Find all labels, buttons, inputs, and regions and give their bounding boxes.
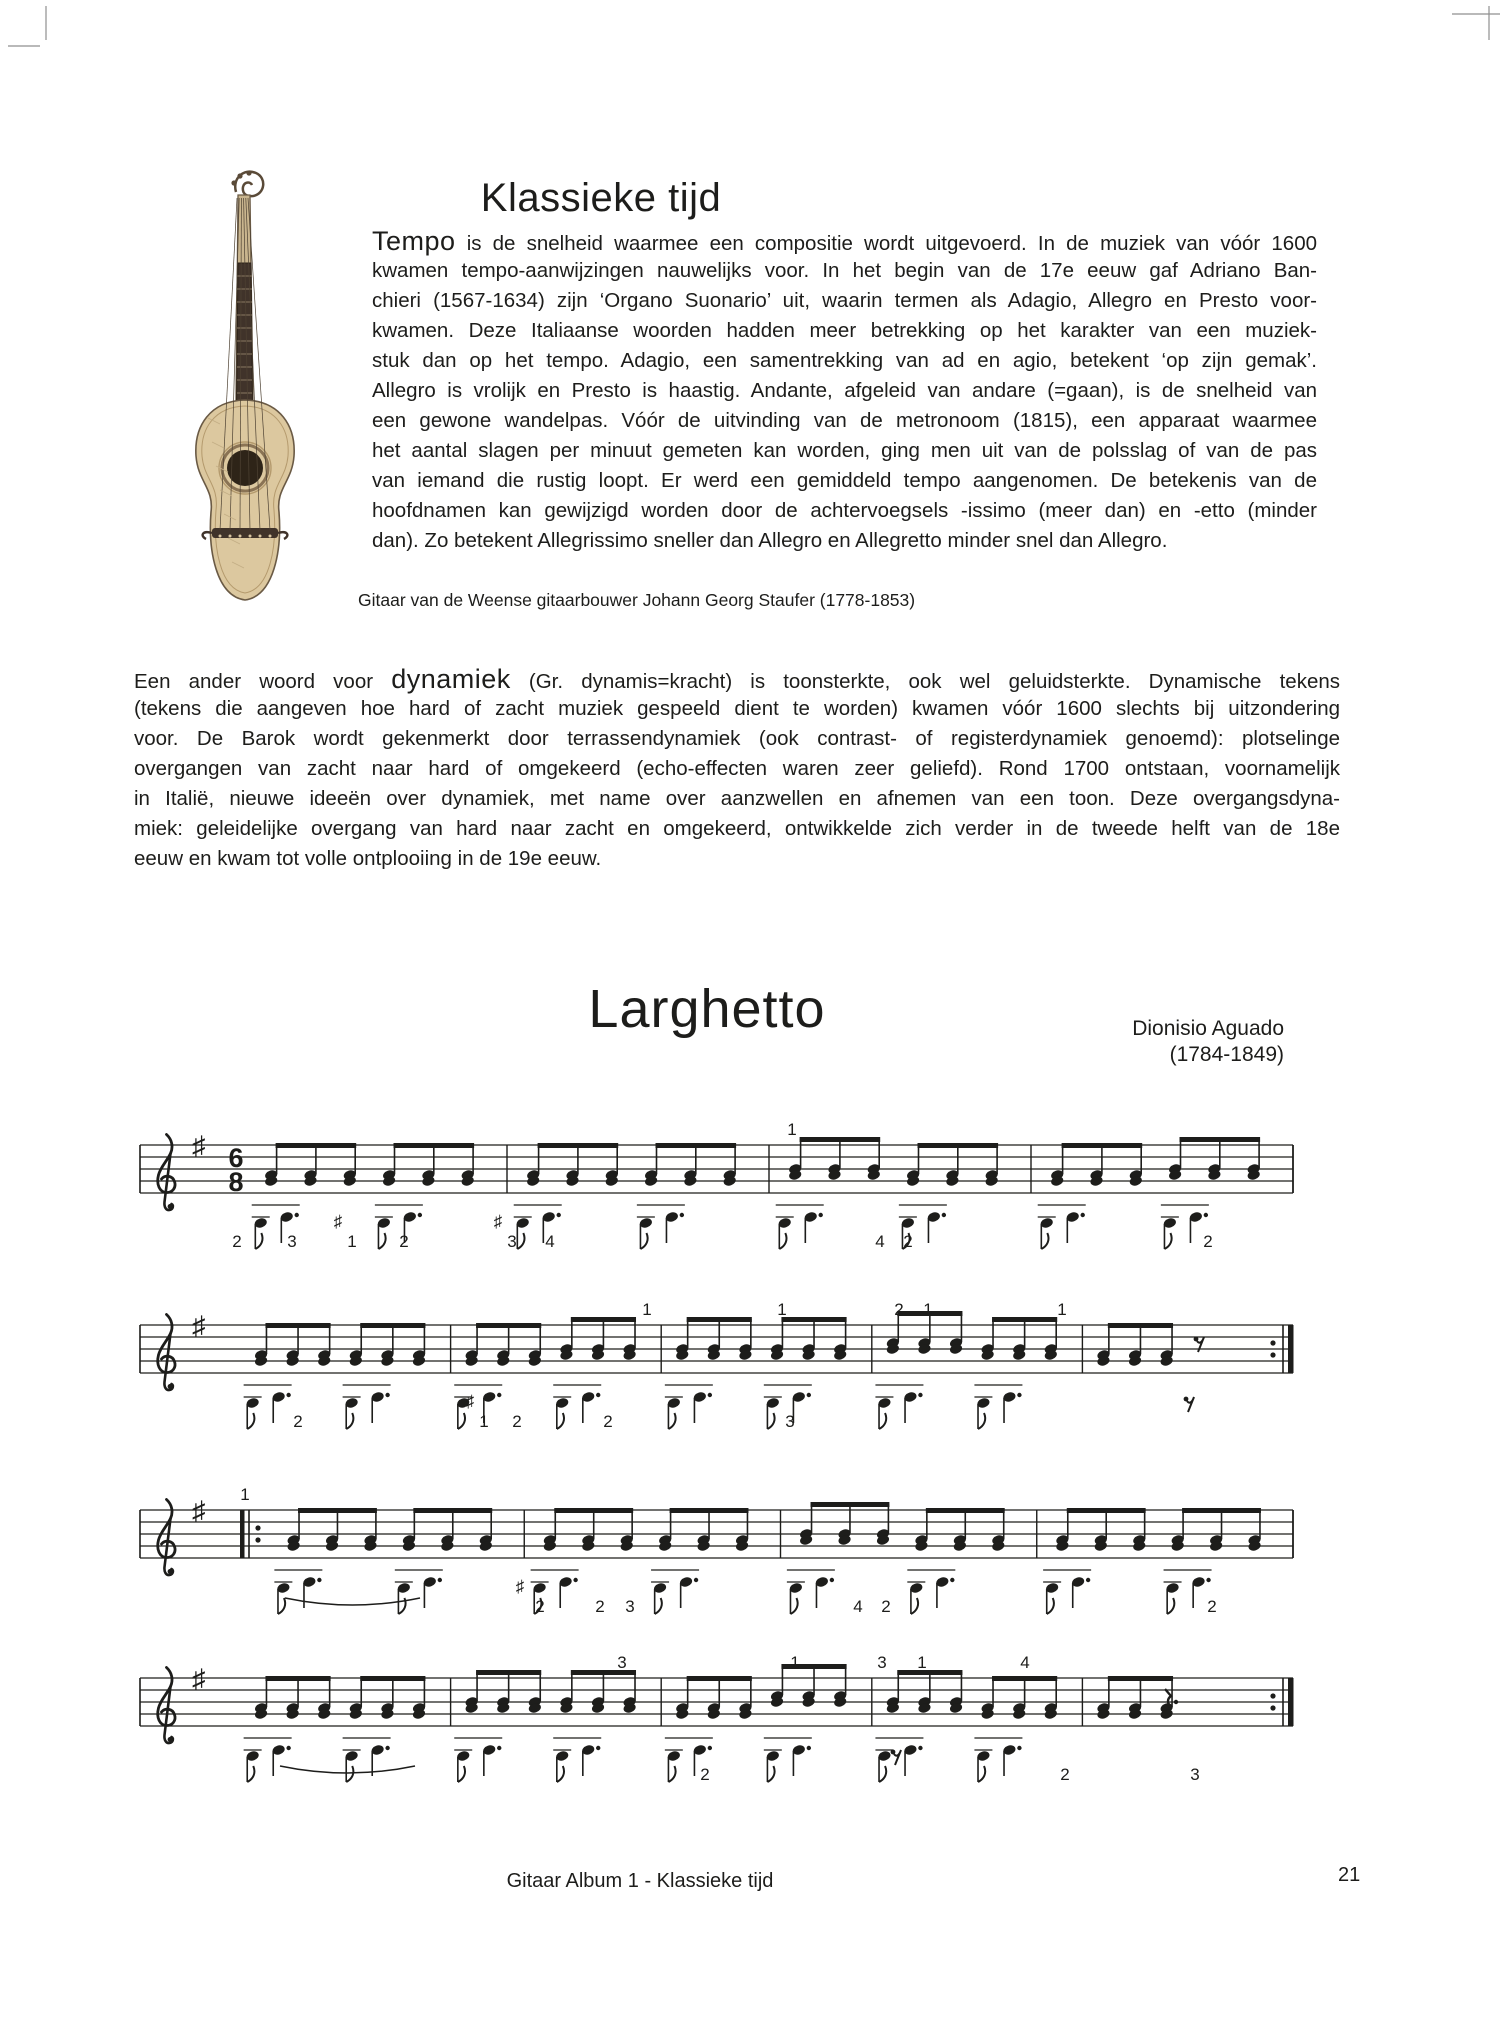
svg-text:2: 2 [894,1300,904,1319]
svg-text:2: 2 [512,1412,522,1431]
svg-text:4: 4 [875,1232,885,1251]
svg-text:1: 1 [479,1412,489,1431]
paragraph-line: (tekens die aangeven hoe hard of zacht muziek gespeeld dient te worden) kwamen vóór 1600 slechts bij uitzondering [134,697,1340,720]
music-system [140,1653,1294,1784]
paragraph-line: stuk dan op het tempo. Adagio, een samentrekking van ad en agio, betekent ‘op zijn gemak’. [372,349,1317,372]
composer-name: Dionisio Aguado [1132,1017,1284,1040]
svg-text:2: 2 [399,1232,409,1251]
svg-text:3: 3 [625,1597,635,1616]
paragraph-line: chieri (1567-1634) zijn ‘Organo Suonario’ uit, waarin termen als Adagio, Allegro en Presto voor- [372,289,1317,312]
svg-text:2: 2 [603,1412,613,1431]
paragraph-line: Een ander woord voor dynamiek (Gr. dynamis=kracht) is toonsterkte, ook wel geluidsterkte. Dynamische tekens [134,664,1340,694]
paragraph-line: Allegro is vrolijk en Presto is haastig. Andante, afgeleid van andare (=gaan), is de snelheid van [372,379,1317,402]
page-title: Klassieke tijd [480,176,722,220]
treble-clef-icon [158,1500,175,1576]
lead-word: Tempo [372,226,456,256]
music-system [140,1485,1293,1616]
svg-text:2: 2 [1203,1232,1213,1251]
page-number: 21 [1338,1864,1361,1886]
svg-text:2: 2 [1207,1597,1217,1616]
svg-text:4: 4 [1020,1653,1030,1672]
svg-text:♯: ♯ [515,1577,525,1596]
paragraph-line: eeuw en kwam tot volle ontplooiing in de 19e eeuw. [134,847,602,870]
svg-text:2: 2 [595,1597,605,1616]
svg-text:3: 3 [785,1412,795,1431]
lead-word: dynamiek [391,664,511,694]
paragraph-line: kwamen tempo-aanwijzingen nauwelijks voor. In het begin van de 17e eeuw gaf Adriano Ban- [372,259,1317,282]
crop-marks [8,6,1500,46]
svg-text:1: 1 [1057,1300,1067,1319]
svg-text:8: 8 [228,1167,244,1197]
paragraph-line: het aantal slagen per minuut gemeten kan worden, ging men uit van de polsslag of van de pas [372,439,1317,462]
treble-clef-icon [158,1668,175,1744]
svg-text:4: 4 [853,1597,863,1616]
paragraph-line: kwamen. Deze Italiaanse woorden hadden meer betrekking op het karakter van een muziek- [372,319,1317,342]
paragraph-line: een gewone wandelpas. Vóór de uitvinding van de metronoom (1815), een apparaat waarmee [372,409,1317,432]
svg-text:3: 3 [287,1232,297,1251]
svg-text:3: 3 [617,1653,627,1672]
paragraph-line: hoofdnamen kan gewijzigd worden door de achtervoegsels -issimo (meer dan) en -etto (minder [372,499,1317,522]
composer-credit [984,1016,1284,1068]
svg-text:♯: ♯ [192,1311,206,1341]
svg-text:1: 1 [787,1120,797,1139]
svg-text:6: 6 [228,1143,244,1173]
music-system [140,1120,1293,1251]
paragraph-line: miek: geleidelijke overgang van hard naar zacht en omgekeerd, ontwikkelde zich verder in de tweede helft van de 18e [134,817,1340,840]
svg-text:1: 1 [790,1653,800,1672]
paragraph-line: dan). Zo betekent Allegrissimo sneller dan Allegro en Allegretto minder snel dan Allegro. [372,529,1168,552]
dynamiek-paragraph [134,664,1340,874]
paragraph-line: voor. De Barok wordt gekenmerkt door terrassendynamiek (ook contrast- of registerdynamiek genoemd): plotselinge [134,727,1340,750]
svg-text:1: 1 [240,1485,250,1504]
guitar-image [196,170,294,600]
paragraph-line: van iemand die rustig loopt. Er werd een gemiddeld tempo aangenomen. De betekenis van de [372,469,1317,492]
svg-text:♯: ♯ [493,1212,503,1231]
svg-text:1: 1 [923,1300,933,1319]
svg-text:♯: ♯ [192,1496,206,1526]
svg-text:2: 2 [903,1232,913,1251]
svg-text:4: 4 [545,1232,555,1251]
svg-text:2: 2 [1060,1765,1070,1784]
svg-text:2: 2 [293,1412,303,1431]
music-system [140,1300,1294,1431]
treble-clef-icon [158,1315,175,1391]
paragraph-line: in Italië, nieuwe ideeën over dynamiek, met name over aanzwellen en afnemen van een toon. Deze overgangsdyna- [134,787,1340,810]
svg-text:♯: ♯ [465,1392,475,1411]
paragraph-line: overgangen van zacht naar hard of omgekeerd (echo-effecten waren zeer geliefd). Rond 1700 ontstaan, voornamelijk [134,757,1340,780]
svg-text:♯: ♯ [333,1212,343,1231]
composer-dates: (1784-1849) [1169,1043,1284,1066]
svg-text:1: 1 [642,1300,652,1319]
svg-text:2: 2 [881,1597,891,1616]
tempo-paragraph [372,226,1317,556]
piece-title: Larghetto [588,979,826,1039]
svg-text:1: 1 [777,1300,787,1319]
svg-text:2: 2 [232,1232,242,1251]
guitar-caption: Gitaar van de Weense gitaarbouwer Johann Georg Staufer (1778-1853) [358,590,916,610]
treble-clef-icon [158,1135,175,1211]
svg-text:♯: ♯ [192,1131,206,1161]
svg-text:3: 3 [1190,1765,1200,1784]
svg-text:3: 3 [877,1653,887,1672]
svg-text:3: 3 [507,1232,517,1251]
svg-text:2: 2 [700,1765,710,1784]
svg-text:1: 1 [917,1653,927,1672]
paragraph-line: Tempo is de snelheid waarmee een compositie wordt uitgevoerd. In de muziek van vóór 1600 [372,226,1317,256]
svg-text:1: 1 [347,1232,357,1251]
svg-text:♯: ♯ [192,1664,206,1694]
svg-text:2: 2 [535,1597,545,1616]
footer-title: Gitaar Album 1 - Klassieke tijd [506,1870,774,1892]
